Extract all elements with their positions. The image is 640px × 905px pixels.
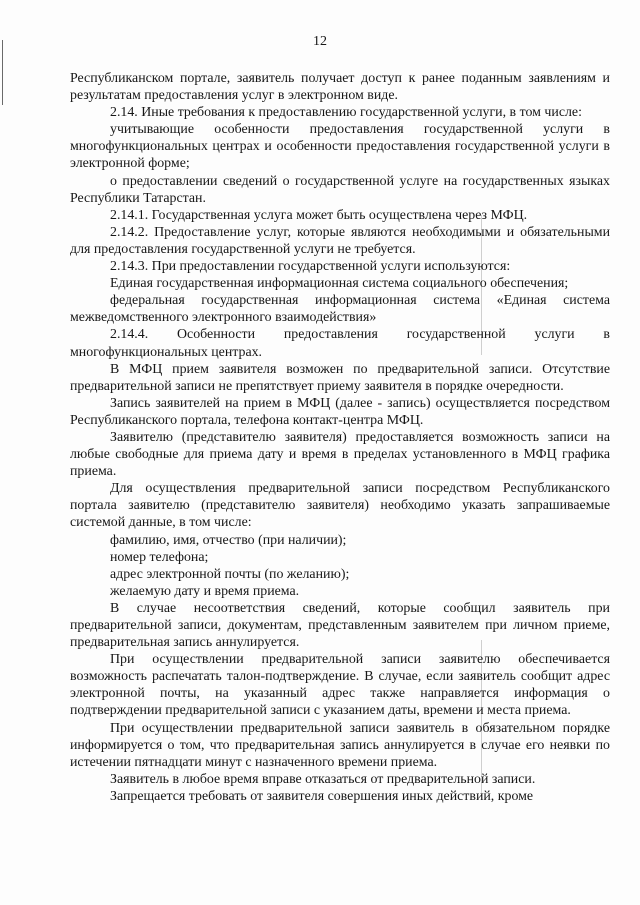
paragraph: Для осуществления предварительной записи посредством Республиканского портала заявителю (представителю заявителя) необходимо указать запрашиваемые системой данные, в том числе: (70, 481, 610, 531)
paragraph: В МФЦ прием заявителя возможен по предварительной записи. Отсутствие предварительной записи не препятствует приему заявителя в порядке очередности. (70, 361, 610, 394)
document-body (70, 70, 610, 805)
list-item: Единая государственная информационная система социального обеспечения; (110, 276, 569, 292)
section-heading: 2.14. Иные требования к предоставлению государственной услуги, в том числе: (110, 105, 582, 121)
list-item: федеральная государственная информационная система «Единая система межведомственного электронного взаимодействия» (70, 293, 610, 326)
paragraph: 2.14.2. Предоставление услуг, которые являются необходимыми и обязательными для предоставления государственной услуги не требуется. (70, 224, 610, 257)
paragraph: Заявитель в любое время вправе отказаться от предварительной записи. (110, 771, 536, 787)
paragraph: учитывающие особенности предоставления государственной услуги в многофункциональных центрах и особенности предоставления государственной услуги в электронной форме; (70, 122, 610, 172)
paragraph: 2.14.1. Государственная услуга может быть осуществлена через МФЦ. (110, 207, 528, 223)
paragraph: Запрещается требовать от заявителя совершения иных действий, кроме (110, 788, 534, 804)
paragraph: Заявителю (представителю заявителя) предоставляется возможность записи на любые свободные для приема дату и время в пределах установленного в МФЦ графика приема. (70, 429, 610, 480)
paragraph: В случае несоответствия сведений, которые сообщил заявитель при предварительной записи, документам, представленным заявителем при личном приеме, предварительная запись аннулируется. (70, 600, 610, 651)
list-item: номер телефона; (110, 549, 209, 565)
paragraph: Республиканском портале, заявитель получает доступ к ранее поданным заявлениям и результатам предоставления услуг в электронном виде. (70, 71, 610, 104)
paragraph: 2.14.4. Особенности предоставления государственной услуги в многофункциональных центрах. (70, 327, 610, 360)
paragraph: 2.14.3. При предоставлении государственной услуги используются: (110, 259, 511, 275)
paragraph: При осуществлении предварительной записи заявитель в обязательном порядке информируется о том, что предварительная запись аннулируется в случае его неявки по истечении пятнадцати минут с назначенного времени приема. (70, 720, 610, 770)
list-item: желаемую дату и время приема. (110, 583, 300, 599)
paragraph: При осуществлении предварительной записи заявителю обеспечивается возможность распечатать талон-подтверждение. В случае, если заявитель сообщит адрес электронной почты, на указанный адрес также направляется информация о подтверждении предварительной записи с указанием даты, времени и места приема. (70, 652, 610, 719)
paragraph: о предоставлении сведений о государственной услуге на государственных языках Республики Татарстан. (70, 173, 610, 206)
page-number: 12 (313, 34, 327, 49)
paragraph: Запись заявителей на прием в МФЦ (далее - запись) осуществляется посредством Республиканского портала, телефона контакт-центра МФЦ. (70, 395, 610, 428)
list-item: фамилию, имя, отчество (при наличии); (110, 532, 347, 548)
list-item: адрес электронной почты (по желанию); (110, 566, 350, 582)
